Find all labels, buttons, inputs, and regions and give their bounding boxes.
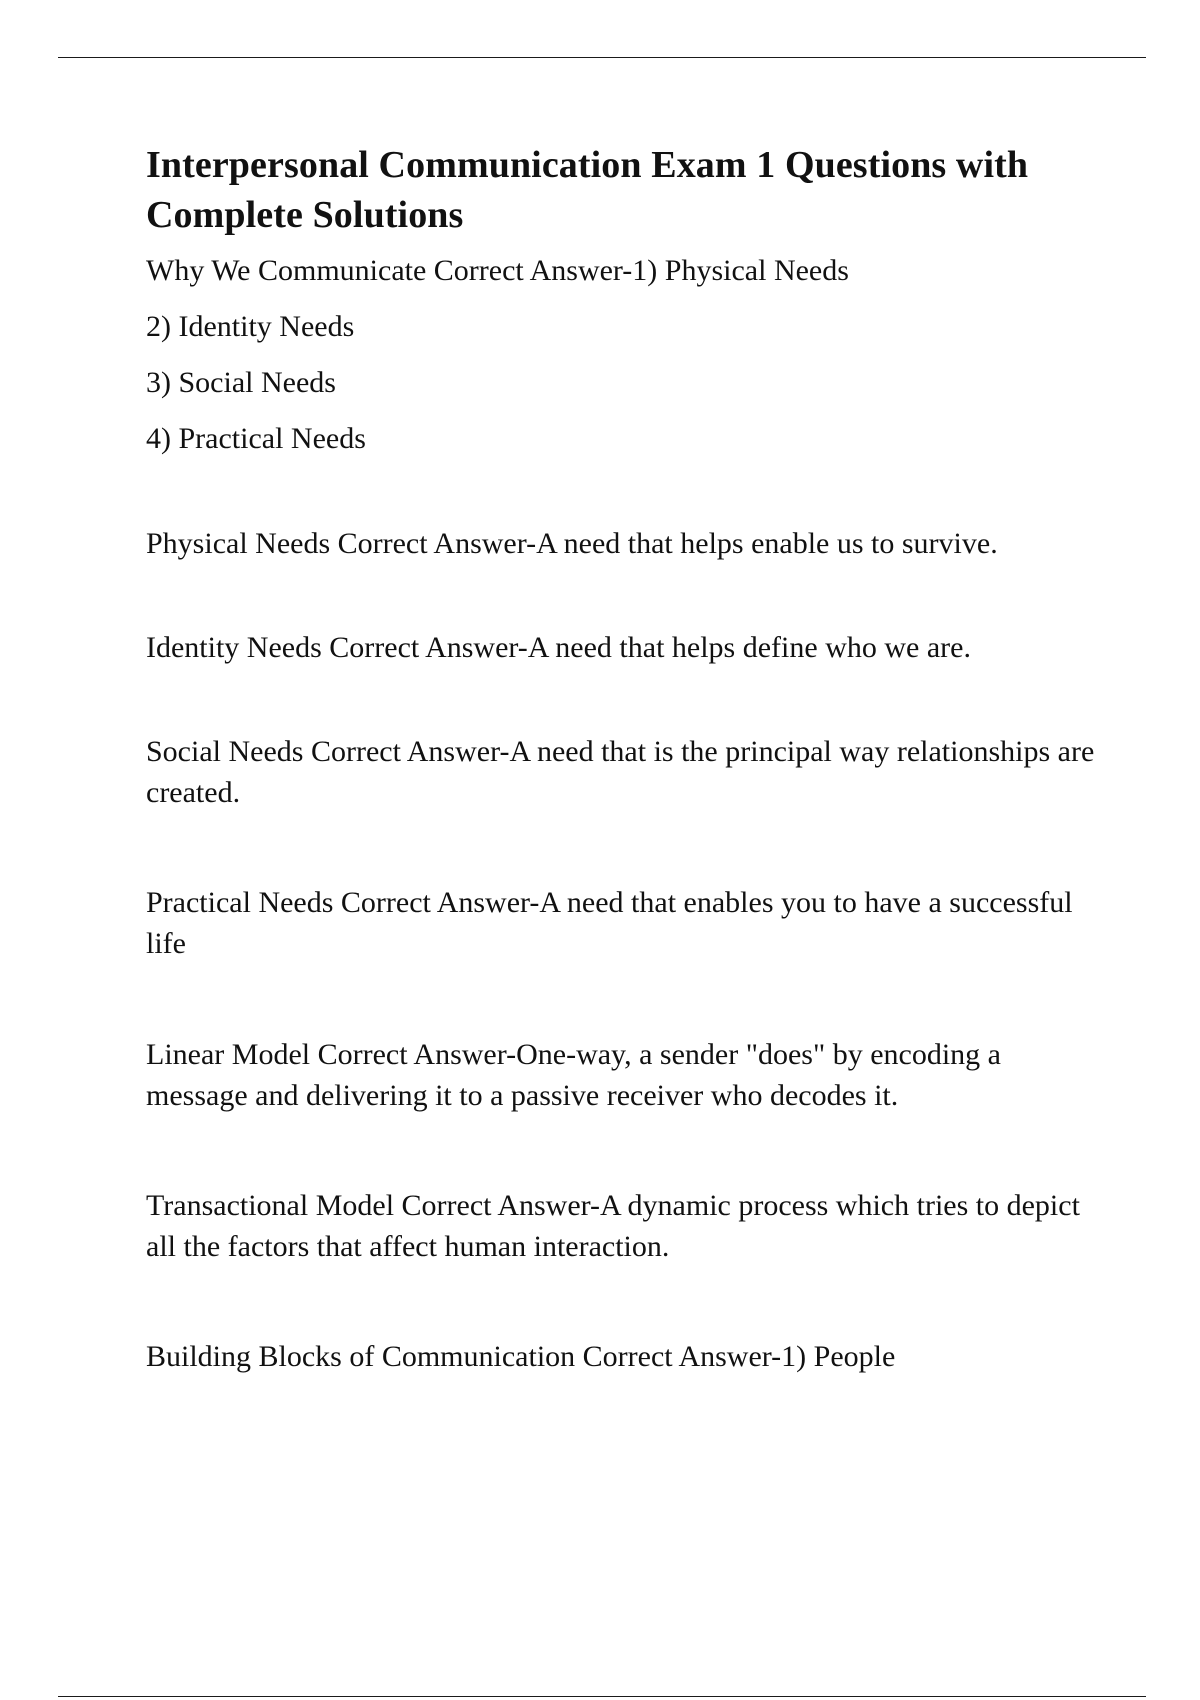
header-rule: [58, 57, 1146, 58]
list-item: 4) Practical Needs: [146, 422, 366, 455]
qa-entry-linear-model: Linear Model Correct Answer-One-way, a sender "does" by encoding a message and delivering it to a passive receiver who decodes it.: [146, 1038, 1001, 1112]
document-body: [146, 140, 1096, 1377]
qa-entry-identity-needs: Identity Needs Correct Answer-A need that helps define who we are.: [146, 631, 971, 664]
document-title: Interpersonal Communication Exam 1 Questions with Complete Solutions: [146, 144, 1029, 236]
qa-entry-social-needs: Social Needs Correct Answer-A need that is the principal way relationships are created.: [146, 735, 1095, 809]
list-item: 2) Identity Needs: [146, 310, 355, 343]
intro-first-line: Why We Communicate Correct Answer-1) Physical Needs: [146, 254, 849, 287]
qa-entry-practical-needs: Practical Needs Correct Answer-A need that enables you to have a successful life: [146, 886, 1073, 960]
qa-entry-building-blocks: Building Blocks of Communication Correct Answer-1) People: [146, 1340, 896, 1373]
qa-entry-transactional-model: Transactional Model Correct Answer-A dynamic process which tries to depict all the factors that affect human interaction.: [146, 1189, 1080, 1263]
list-item: 3) Social Needs: [146, 366, 336, 399]
qa-entry-physical-needs: Physical Needs Correct Answer-A need that helps enable us to survive.: [146, 527, 998, 560]
footer-rule: [58, 1696, 1146, 1697]
